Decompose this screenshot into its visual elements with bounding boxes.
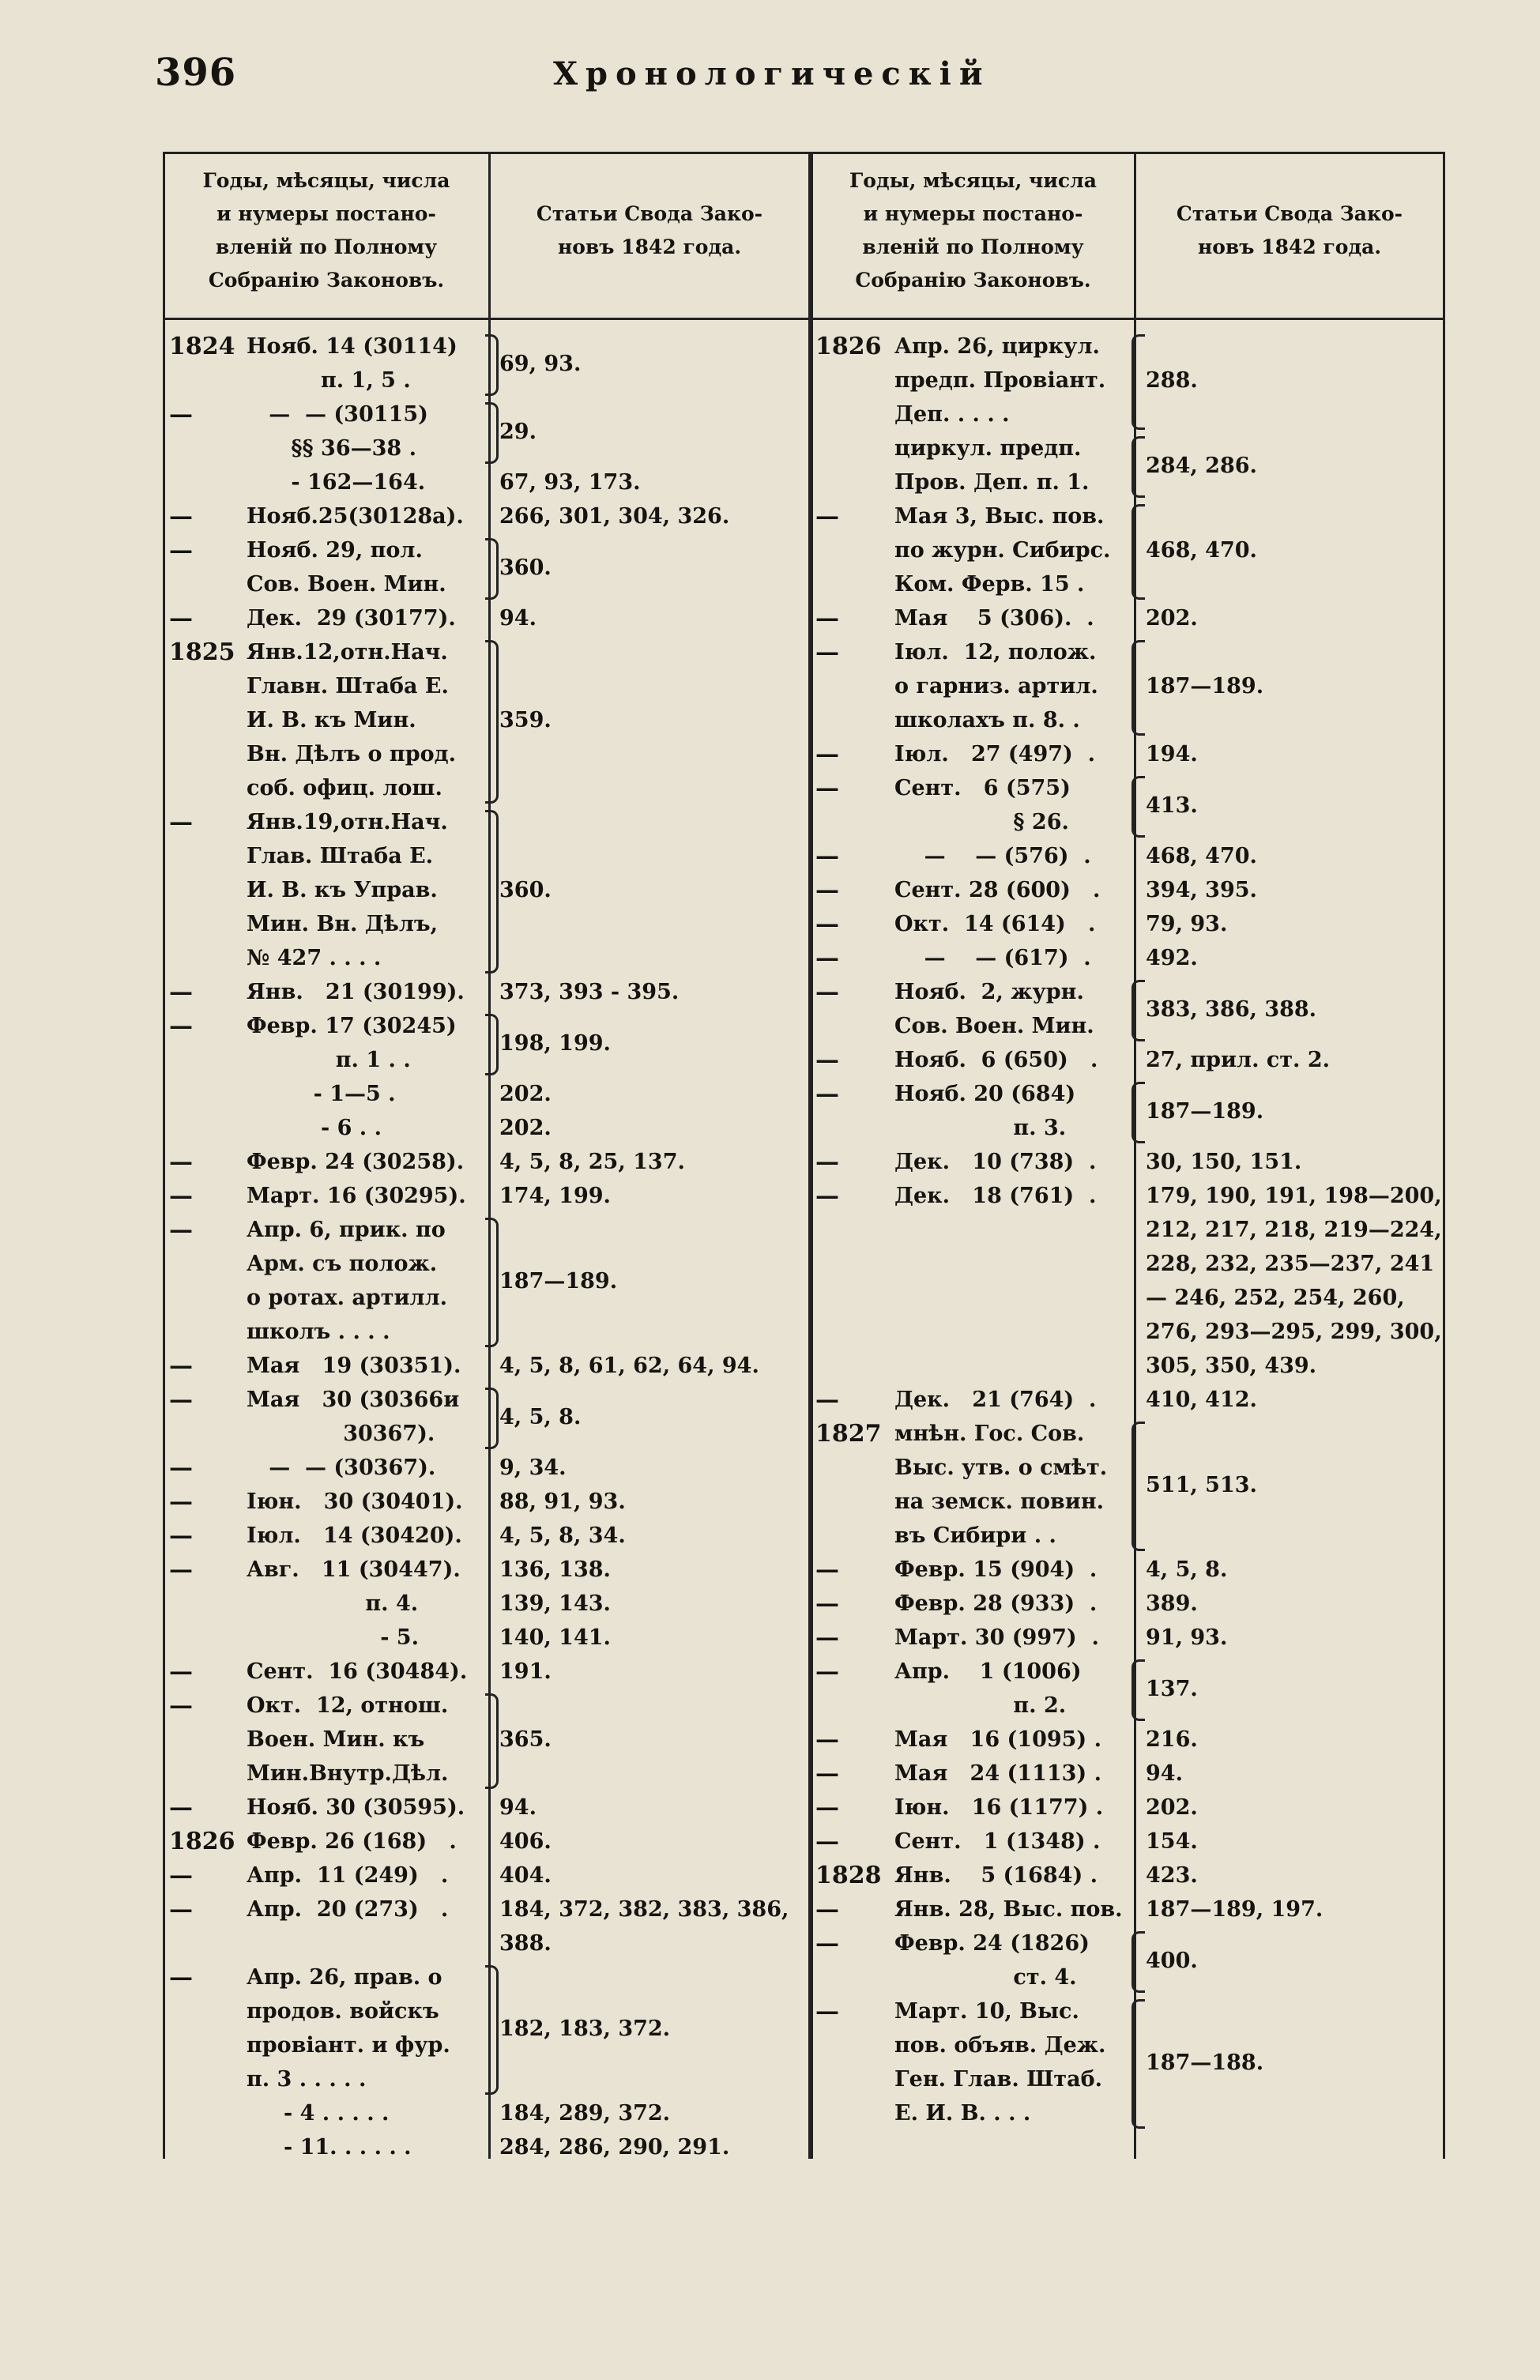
articles-cell: 191. [499, 1659, 552, 1684]
table-row [169, 1145, 805, 1179]
year-cell: — [815, 1046, 839, 1074]
year-cell: 1825 [169, 638, 235, 666]
date-number-cell: Авг. 11 (30447). [247, 1557, 461, 1582]
articles-cell: 88, 91, 93. [499, 1489, 626, 1514]
header-right-dates [814, 164, 1132, 297]
date-number-cell: Нояб.25(30128а). [247, 504, 464, 529]
grouping-brace [1131, 640, 1145, 736]
articles-cell: 140, 141. [499, 1625, 611, 1650]
table-row [169, 1077, 805, 1111]
table-row [169, 1179, 805, 1213]
date-number-cell: Мая 16 (1095) . [894, 1727, 1101, 1752]
year-cell: 1824 [169, 333, 235, 360]
articles-cell: 79, 93. [1146, 912, 1228, 936]
table-row [169, 805, 805, 975]
year-cell: — [169, 1964, 193, 1991]
articles-cell: 29. [499, 419, 537, 444]
articles-cell: 511, 513. [1146, 1472, 1257, 1497]
date-number-cell: Окт. 12, отнош. Воен. Мин. къ Мин.Внутр.Дѣл. [247, 1693, 449, 1786]
articles-cell: 194. [1146, 742, 1198, 766]
date-number-cell: - 11. . . . . . [247, 2135, 412, 2160]
year-cell: — [815, 1896, 839, 1923]
articles-cell: 216. [1146, 1727, 1198, 1752]
articles-cell: 187—189. [499, 1268, 618, 1294]
year-cell: — [815, 1828, 839, 1855]
table-row [815, 1757, 1444, 1791]
table-row [815, 1825, 1444, 1858]
table-row [815, 737, 1444, 771]
year-cell: — [815, 638, 839, 666]
date-number-cell: Нояб. 29, пол. Сов. Воен. Мин. [247, 538, 446, 597]
grouping-brace [485, 1218, 499, 1347]
table-row [169, 533, 805, 601]
table-row [169, 1587, 805, 1621]
date-number-cell: Мая 24 (1113) . [894, 1761, 1101, 1786]
header-line: и нумеры постано- [217, 202, 436, 225]
table-row [169, 1485, 805, 1519]
header-line: Годы, мѣсяцы, числа [849, 169, 1097, 192]
date-number-cell: Нояб. 30 (30595). [247, 1795, 465, 1820]
date-number-cell: Окт. 14 (614) . [894, 912, 1096, 936]
date-number-cell: Іюн. 30 (30401). [247, 1489, 463, 1514]
articles-cell: 410, 412. [1146, 1388, 1257, 1412]
year-cell: — [815, 1658, 839, 1685]
year-cell: — [169, 1862, 193, 1889]
date-number-cell: Нояб. 2, журн. Сов. Воен. Мин. [894, 980, 1094, 1038]
grouping-brace [485, 402, 499, 464]
grouping-brace [1131, 1999, 1145, 2129]
year-cell: — [169, 1386, 193, 1414]
articles-cell: 360. [499, 878, 552, 902]
grouping-brace [1131, 776, 1145, 838]
articles-cell: 27, прил. ст. 2. [1146, 1048, 1331, 1072]
articles-cell: 94. [1146, 1761, 1183, 1786]
table-row [815, 499, 1444, 601]
date-number-cell: п. 4. [247, 1591, 419, 1616]
year-cell: — [169, 1182, 193, 1210]
table-row [169, 601, 805, 635]
page-number: 396 [155, 51, 237, 95]
articles-cell: 373, 393 - 395. [499, 980, 680, 1004]
articles-cell: 137. [1146, 1676, 1198, 1701]
table-row [815, 873, 1444, 907]
date-number-cell: Апр. 26, циркул. предп. Провіант. Деп. . . . . [894, 334, 1106, 427]
grouping-brace [1131, 1931, 1145, 1993]
table-row [169, 1451, 805, 1485]
grouping-brace [485, 538, 499, 600]
date-number-cell: Нояб. 14 (30114) п. 1, 5 . [247, 334, 457, 393]
date-number-cell: Іюл. 14 (30420). [247, 1523, 462, 1548]
table-row [169, 1383, 805, 1451]
grouping-brace [485, 640, 499, 804]
header-line: Собранію Законовъ. [855, 269, 1091, 292]
date-number-cell: Март. 30 (997) . [894, 1625, 1099, 1650]
year-cell: — [169, 1148, 193, 1176]
date-number-cell: Сент. 1 (1348) . [894, 1829, 1101, 1854]
grouping-brace [1131, 436, 1145, 498]
table-row [815, 1179, 1444, 1383]
year-cell: 1826 [169, 1828, 235, 1855]
table-row [815, 1417, 1444, 1553]
table-row [169, 1009, 805, 1077]
articles-cell: 91, 93. [1146, 1625, 1228, 1650]
table-row [815, 1145, 1444, 1179]
table-row [169, 2130, 805, 2164]
year-cell: — [815, 1998, 839, 2025]
rule-left [163, 152, 165, 2159]
year-cell: — [169, 1216, 193, 1244]
articles-cell: 288. [1146, 368, 1198, 393]
year-cell: — [815, 910, 839, 938]
table-row [169, 635, 805, 805]
year-cell: — [815, 876, 839, 904]
date-number-cell: — — (576) . [894, 844, 1091, 868]
table-row [169, 1621, 805, 1655]
table-row [169, 1892, 805, 1960]
year-cell: — [169, 1896, 193, 1923]
header-line: Собранію Законовъ. [208, 269, 445, 292]
date-number-cell: - 4 . . . . . [247, 2101, 390, 2126]
articles-cell: 187—189. [1146, 1098, 1264, 1124]
articles-cell: 468, 470. [1146, 538, 1257, 563]
chronological-table [163, 152, 1445, 2159]
table-row [815, 1655, 1444, 1723]
articles-cell: 360. [499, 555, 552, 580]
year-cell: — [169, 604, 193, 632]
year-cell: 1827 [815, 1420, 882, 1448]
year-cell: — [169, 1012, 193, 1040]
date-number-cell: Февр. 15 (904) . [894, 1557, 1098, 1582]
table-row [815, 941, 1444, 975]
articles-cell: 394, 395. [1146, 878, 1257, 902]
left-entries [169, 330, 805, 2164]
articles-cell: 406. [499, 1829, 552, 1854]
year-cell: — [169, 1454, 193, 1482]
year-cell: — [815, 1624, 839, 1651]
articles-cell: 94. [499, 606, 537, 631]
table-row [169, 1111, 805, 1145]
date-number-cell: — — (30367). [247, 1455, 436, 1480]
articles-cell: 4, 5, 8, 25, 137. [499, 1150, 685, 1174]
date-number-cell: Іюл. 12, полож. о гарниз. артил. школахъ п. 8. . [894, 640, 1098, 732]
table-row [169, 1213, 805, 1349]
year-cell: — [169, 401, 193, 428]
year-cell: — [815, 1386, 839, 1414]
header-line: новъ 1842 года. [1197, 235, 1382, 258]
date-number-cell: Янв.12,отн.Нач. Главн. Штаба Е. И. В. къ Мин. Вн. Дѣлъ о прод. соб. офиц. лош. [247, 640, 456, 800]
year-cell: — [815, 1590, 839, 1617]
year-cell: 1826 [815, 333, 882, 360]
header-line: Статьи Свода Зако- [1176, 202, 1403, 225]
date-number-cell: Нояб. 20 (684) п. 3. [894, 1082, 1076, 1140]
table-row [169, 397, 805, 465]
date-number-cell: Дек. 18 (761) . [894, 1184, 1097, 1208]
date-number-cell: Сент. 28 (600) . [894, 878, 1101, 902]
date-number-cell: Іюл. 27 (497) . [894, 742, 1096, 766]
date-number-cell: Апр. 20 (273) . [247, 1897, 449, 1922]
date-number-cell: Февр. 24 (30258). [247, 1150, 465, 1174]
table-row [815, 1553, 1444, 1587]
date-number-cell: Сент. 16 (30484). [247, 1659, 468, 1684]
date-number-cell: Нояб. 6 (650) . [894, 1048, 1098, 1072]
grouping-brace [485, 334, 499, 396]
table-row [815, 1892, 1444, 1926]
articles-cell: 182, 183, 372. [499, 2016, 671, 2041]
table-top-rule [163, 152, 1445, 154]
table-row [815, 1791, 1444, 1825]
header-rule [163, 318, 1445, 320]
grouping-brace [1131, 1659, 1145, 1721]
articles-cell: 423. [1146, 1863, 1198, 1888]
date-number-cell: Апр. 11 (249) . [247, 1863, 449, 1888]
grouping-brace [1131, 980, 1145, 1041]
table-row [169, 1858, 805, 1892]
grouping-brace [485, 1965, 499, 2095]
date-number-cell: мнѣн. Гос. Сов. Выс. утв. о смѣт. на земск. повин. въ Сибири . . [894, 1422, 1108, 1548]
header-left-dates [166, 164, 487, 297]
table-row [815, 771, 1444, 839]
articles-cell: 9, 34. [499, 1455, 567, 1480]
year-cell: — [815, 740, 839, 768]
date-number-cell: - 6 . . [247, 1116, 382, 1140]
articles-cell: 202. [1146, 606, 1198, 631]
articles-cell: 4, 5, 8, 61, 62, 64, 94. [499, 1354, 759, 1378]
articles-cell: 4, 5, 8. [499, 1404, 582, 1429]
table-row [815, 1723, 1444, 1757]
header-line: Годы, мѣсяцы, числа [202, 169, 450, 192]
articles-cell: 284, 286, 290, 291. [499, 2135, 730, 2160]
articles-cell: 202. [1146, 1795, 1198, 1820]
grouping-brace [485, 1388, 499, 1449]
date-number-cell: Мая 19 (30351). [247, 1354, 461, 1378]
date-number-cell: Апр. 1 (1006) п. 2. [894, 1659, 1082, 1718]
year-cell: — [815, 1080, 839, 1108]
grouping-brace [1131, 504, 1145, 600]
articles-cell: 266, 301, 304, 326. [499, 504, 730, 529]
table-row [169, 1655, 805, 1689]
table-row [815, 975, 1444, 1043]
header-line: и нумеры постано- [863, 202, 1083, 225]
articles-cell: 202. [499, 1082, 552, 1106]
date-number-cell: Дек. 29 (30177). [247, 606, 456, 631]
articles-cell: 492. [1146, 946, 1198, 970]
table-row [815, 330, 1444, 431]
articles-cell: 404. [499, 1863, 552, 1888]
year-cell: — [169, 1794, 193, 1821]
articles-cell: 400. [1146, 1948, 1198, 1973]
table-row [169, 1825, 805, 1858]
table-row [815, 1621, 1444, 1655]
header-line: вленій по Полному [862, 235, 1084, 258]
year-cell: — [815, 1930, 839, 1957]
articles-cell: 67, 93, 173. [499, 470, 641, 495]
year-cell: — [815, 842, 839, 870]
grouping-brace [1131, 1422, 1145, 1551]
running-title: Хронологическій [553, 55, 991, 92]
date-number-cell: Апр. 6, прик. по Арм. съ полож. о ротах. артилл. школъ . . . . [247, 1218, 448, 1344]
header-right-articles [1137, 198, 1442, 264]
table-row [169, 2096, 805, 2130]
grouping-brace [1131, 1082, 1145, 1143]
header-line: Статьи Свода Зако- [536, 202, 763, 225]
year-cell: — [169, 1556, 193, 1584]
header-line: новъ 1842 года. [557, 235, 742, 258]
date-number-cell: Янв. 28, Выс. пов. [894, 1897, 1123, 1922]
date-number-cell: Янв. 21 (30199). [247, 980, 465, 1004]
date-number-cell: Февр. 24 (1826) ст. 4. [894, 1931, 1090, 1990]
articles-cell: 284, 286. [1146, 453, 1257, 478]
articles-cell: 184, 372, 382, 383, 386, 388. [499, 1897, 789, 1956]
articles-cell: 4, 5, 8, 34. [499, 1523, 626, 1548]
grouping-brace [1131, 334, 1145, 430]
articles-cell: 69, 93. [499, 351, 582, 376]
year-cell: — [815, 1794, 839, 1821]
date-number-cell: Мая 5 (306). . [894, 606, 1094, 631]
year-cell: — [169, 537, 193, 564]
articles-cell: 365. [499, 1727, 552, 1752]
articles-cell: 413. [1146, 793, 1198, 818]
articles-cell: 154. [1146, 1829, 1198, 1854]
year-cell: — [169, 1658, 193, 1685]
grouping-brace [485, 810, 499, 973]
date-number-cell: — — (617) . [894, 946, 1091, 970]
table-row [815, 907, 1444, 941]
table-row [815, 635, 1444, 737]
year-cell: — [169, 503, 193, 530]
header-left-articles [491, 198, 808, 264]
year-cell: — [169, 808, 193, 836]
table-row [815, 431, 1444, 499]
articles-cell: 202. [499, 1116, 552, 1140]
table-row [169, 330, 805, 397]
year-cell: — [169, 1488, 193, 1516]
header-line: вленій по Полному [215, 235, 438, 258]
date-number-cell: Іюн. 16 (1177) . [894, 1795, 1104, 1820]
articles-cell: 198, 199. [499, 1030, 611, 1056]
articles-cell: 30, 150, 151. [1146, 1150, 1302, 1174]
year-cell: — [815, 1556, 839, 1584]
table-row [815, 601, 1444, 635]
date-number-cell: - 5. [247, 1625, 419, 1650]
articles-cell: 139, 143. [499, 1591, 611, 1616]
year-cell: — [815, 503, 839, 530]
date-number-cell: Мая 3, Выс. пов. по журн. Сибирс. Ком. Ферв. 15 . [894, 504, 1111, 597]
table-row [815, 839, 1444, 873]
table-row [815, 1858, 1444, 1892]
year-cell: — [169, 1692, 193, 1719]
year-cell: — [169, 978, 193, 1006]
articles-cell: 468, 470. [1146, 844, 1257, 868]
year-cell: — [815, 774, 839, 802]
date-number-cell: Янв. 5 (1684) . [894, 1863, 1098, 1888]
year-cell: — [815, 1148, 839, 1176]
table-row [169, 499, 805, 533]
table-row [169, 1349, 805, 1383]
year-cell: — [815, 1760, 839, 1787]
articles-cell: 359. [499, 708, 552, 732]
date-number-cell: - 1—5 . [247, 1082, 396, 1106]
table-row [169, 975, 805, 1009]
table-row [169, 1689, 805, 1791]
date-number-cell: Апр. 26, прав. о продов. войскъ провіант. и фур. п. 3 . . . . . [247, 1965, 450, 2092]
table-row [169, 1791, 805, 1825]
articles-cell: 187—189, 197. [1146, 1897, 1323, 1922]
table-row [169, 465, 805, 499]
date-number-cell: Мая 30 (30366и 30367). [247, 1388, 460, 1446]
table-row [169, 1553, 805, 1587]
date-number-cell: - 162—164. [247, 470, 426, 495]
grouping-brace [485, 1693, 499, 1789]
grouping-brace [485, 1014, 499, 1075]
articles-cell: 187—188. [1146, 2050, 1264, 2075]
articles-cell: 174, 199. [499, 1184, 611, 1208]
table-row [815, 1077, 1444, 1145]
table-row [815, 1587, 1444, 1621]
table-row [815, 1994, 1444, 2130]
date-number-cell: Март. 16 (30295). [247, 1184, 466, 1208]
articles-cell: 184, 289, 372. [499, 2101, 671, 2126]
date-number-cell: Март. 10, Выс. пов. объяв. Деж. Ген. Глав. Штаб. Е. И. В. . . . [894, 1999, 1106, 2126]
articles-cell: 179, 190, 191, 198—200, 212, 217, 218, 219—224, 228, 232, 235—237, 241 — 246, 252, 254, 260, 276, 293—295, 299, 300, 305, 350, 439. [1146, 1184, 1442, 1378]
date-number-cell: Дек. 10 (738) . [894, 1150, 1097, 1174]
date-number-cell: Янв.19,отн.Нач. Глав. Штаба Е. И. В. къ Управ. Мин. Вн. Дѣлъ, № 427 . . . . [247, 810, 448, 970]
articles-cell: 389. [1146, 1591, 1198, 1616]
table-row [815, 1043, 1444, 1077]
year-cell: — [815, 944, 839, 972]
articles-cell: 94. [499, 1795, 537, 1820]
year-cell: — [169, 1522, 193, 1550]
right-entries [815, 330, 1444, 2130]
table-row [815, 1383, 1444, 1417]
year-cell: — [815, 1726, 839, 1753]
year-cell: 1828 [815, 1862, 882, 1889]
articles-cell: 136, 138. [499, 1557, 611, 1582]
year-cell: — [815, 1182, 839, 1210]
date-number-cell: Февр. 28 (933) . [894, 1591, 1098, 1616]
articles-cell: 383, 386, 388. [1146, 996, 1317, 1022]
date-number-cell: Февр. 17 (30245) п. 1 . . [247, 1014, 457, 1072]
table-row [169, 1519, 805, 1553]
articles-cell: 187—189. [1146, 674, 1264, 699]
year-cell: — [815, 978, 839, 1006]
table-row [169, 1960, 805, 2096]
date-number-cell: циркул. предп. Пров. Деп. п. 1. [894, 436, 1090, 495]
articles-cell: 4, 5, 8. [1146, 1557, 1228, 1582]
date-number-cell: Дек. 21 (764) . [894, 1388, 1097, 1412]
date-number-cell: — — (30115) §§ 36—38 . [269, 402, 428, 461]
year-cell: — [169, 1352, 193, 1380]
date-number-cell: Февр. 26 (168) . [247, 1829, 457, 1854]
table-row [815, 1926, 1444, 1994]
date-number-cell: Сент. 6 (575) § 26. [894, 776, 1071, 834]
year-cell: — [815, 604, 839, 632]
